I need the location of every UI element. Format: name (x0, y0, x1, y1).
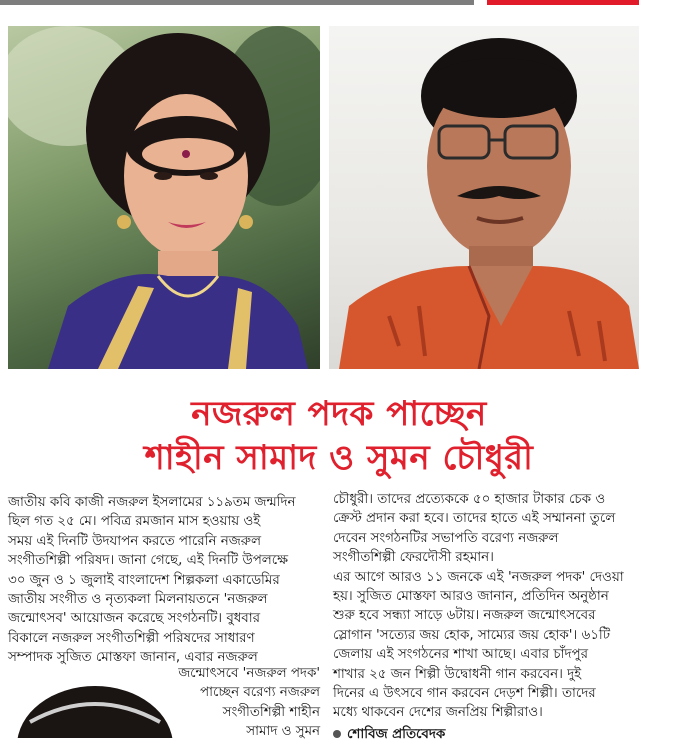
body-line: ক্রেস্ট প্রদান করা হবে। তাদের হাতে এই সম্মাননা তুলে (333, 511, 616, 527)
headline-line-1: নজরুল পদক পাচ্ছেন (191, 394, 487, 434)
bullet-icon (333, 730, 341, 738)
body-line: চৌধুরী। তাদের প্রত্যেককে ৫০ হাজার টাকার চেক ও (333, 492, 606, 507)
top-rule (0, 0, 474, 5)
top-rule-accent (487, 0, 639, 5)
caption-line: সংগীতশিল্পী শাহীন (222, 704, 320, 720)
article-column-left (8, 493, 319, 668)
byline (333, 725, 642, 744)
body-line: ৩০ জুন ও ১ জুলাই বাংলাদেশ শিল্পকলা একাডেমির (8, 572, 280, 588)
body-line: বিকালে নজরুল সংগীতশিল্পী পরিষদের সাধারণ (8, 630, 255, 646)
photo-sumon-chowdhury (329, 26, 639, 369)
body-line: জাতীয় সংগীত ও নৃত্যকলা মিলনায়তনে 'নজরুল (8, 592, 268, 608)
portrait-woman-image (8, 26, 320, 369)
article-column-right (333, 490, 642, 744)
photo-shaheen-samad (8, 26, 320, 369)
body-line: সংগীতশিল্পী ফেরদৌসী রহমান। (333, 550, 494, 566)
caption-line: জন্মোৎসবে 'নজরুল পদক' (178, 666, 320, 681)
body-line: দিনের এ উৎসবে গান করবেন দেড়শ শিল্পী। তাদের (333, 686, 596, 702)
headline-line-2: শাহীন সামাদ ও সুমন চৌধুরী (144, 438, 534, 478)
body-line: এর আগে আরও ১১ জনকে এই 'নজরুল পদক' দেওয়া (333, 569, 624, 585)
body-line: সম্পাদক সুজিত মোস্তফা জানান, এবার নজরুল (8, 650, 258, 666)
caption-line: সামাদ ও সুমন (246, 724, 320, 740)
body-line: সংগীতশিল্পী পরিষদ। জানা গেছে, এই দিনটি উপলক্ষে (8, 553, 289, 569)
body-line: স্লোগান 'সত্যের জয় হোক, সাম্যের জয় হোক'। ৬১টি (333, 627, 611, 643)
body-line: হয়। সুজিত মোস্তফা আরও জানান, প্রতিদিন অনুষ্ঠান (333, 589, 609, 605)
byline-text: শোবিজ প্রতিবেদক (347, 726, 446, 742)
body-line: জাতীয় কবি কাজী নজরুল ইসলামের ১১৯তম জন্মদিন (8, 495, 296, 510)
body-line: মধ্যে থাকবেন দেশের জনপ্রিয় শিল্পীরাও। (333, 705, 543, 721)
body-line: সময় এই দিনটি উদযাপন করতে পারেনি নজরুল (8, 533, 261, 549)
body-line: শাখার ২৫ জন শিল্পী উদ্বোধনী গান করবেন। দুই (333, 666, 582, 682)
body-line: দেবেন সংগঠনটির সভাপতি বরেণ্য নজরুল (333, 530, 559, 546)
body-line: জন্মোৎসব' আয়োজন করেছে সংগঠনটি। বুধবার (8, 611, 261, 627)
caption-line: পাচ্ছেন বরেণ্য নজরুল (200, 685, 320, 701)
portrait-man-image (329, 26, 639, 369)
body-line: জেলায় এই সংগঠনের শাখা আছে। এবার চাঁদপুর (333, 647, 589, 663)
body-line: শুরু হবে সন্ধ্যা সাড়ে ৬টায়। নজরুল জন্মোৎসবের (333, 608, 596, 624)
body-line: ছিল গত ২৫ মে। পবিত্র রমজান মাস হওয়ায় ওই (8, 514, 261, 530)
photo-caption (150, 664, 320, 742)
